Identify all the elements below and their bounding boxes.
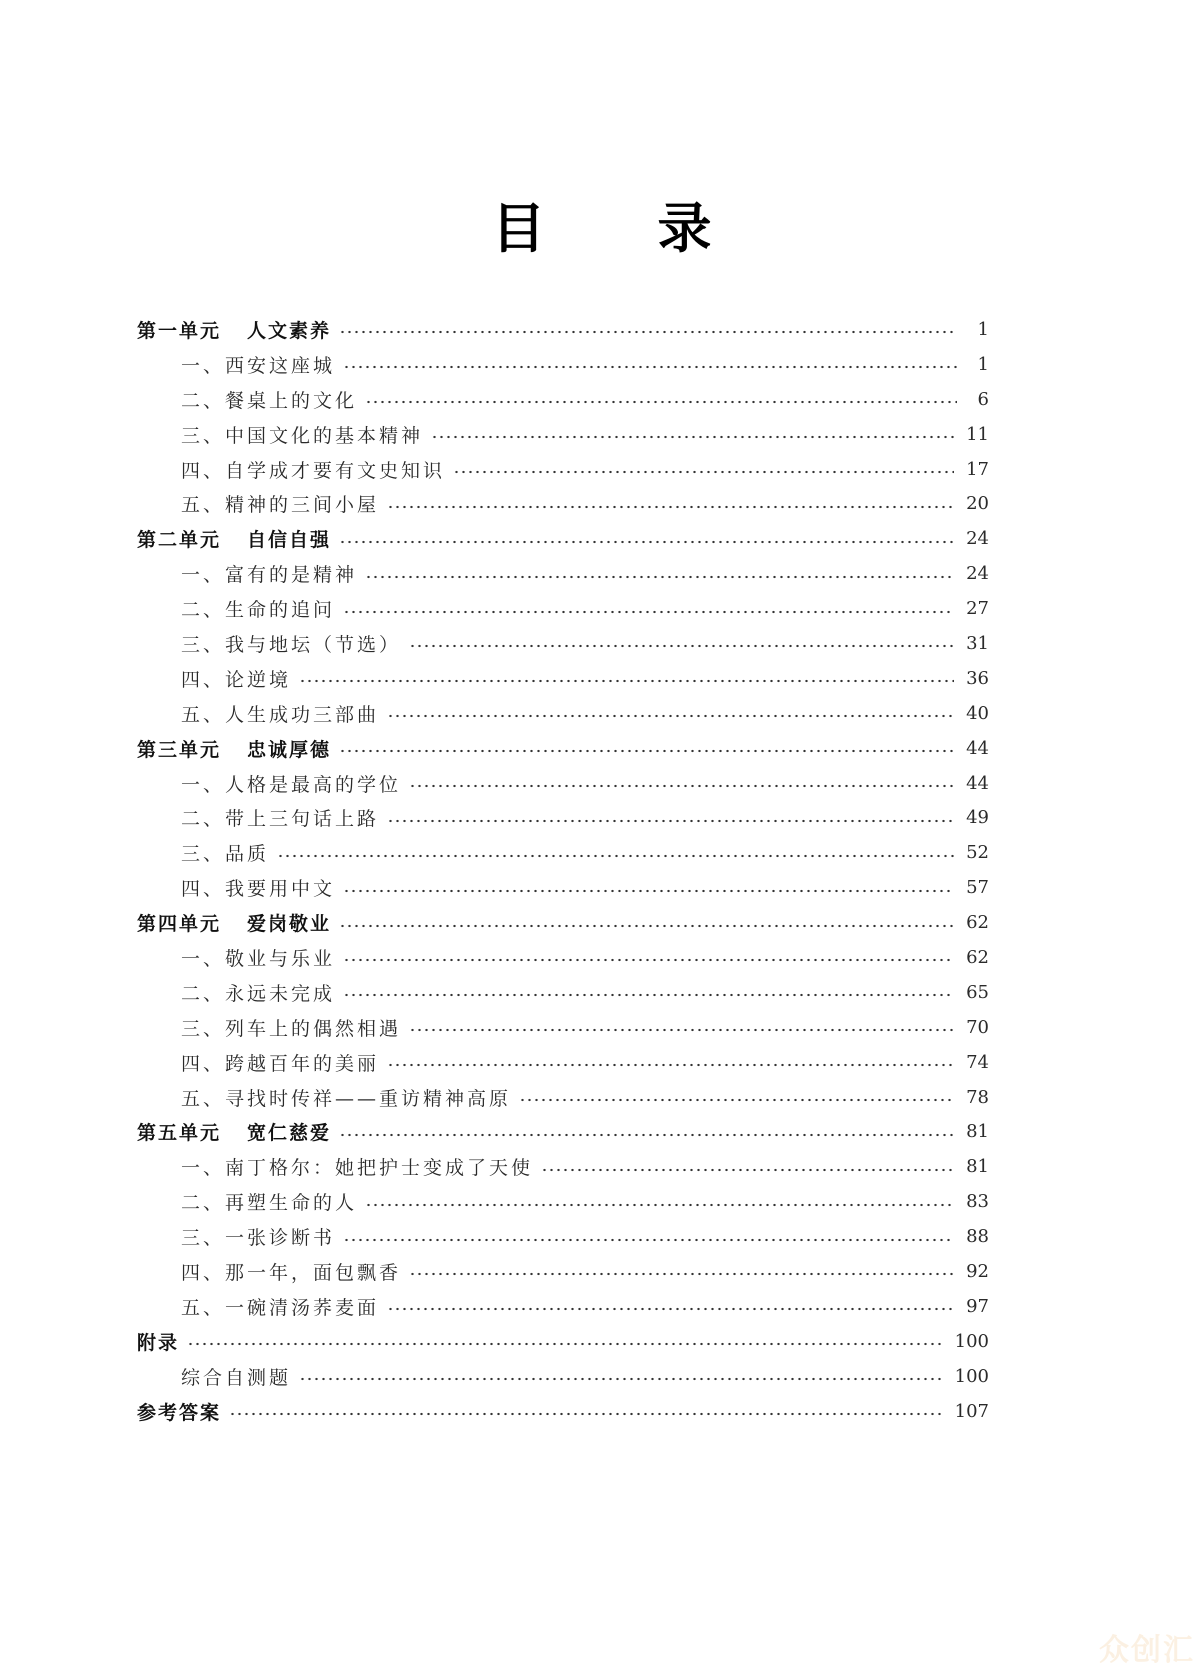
page-number: 97 (966, 1295, 989, 1317)
dot-leader (409, 644, 954, 648)
toc-entry[interactable] (137, 347, 989, 382)
dot-leader (277, 854, 954, 858)
page-number: 62 (966, 912, 989, 934)
page-number: 24 (966, 528, 989, 550)
toc-unit-2[interactable] (137, 521, 989, 556)
toc-entry-label: 四、论逆境 (181, 668, 292, 691)
dot-leader (339, 540, 954, 544)
dot-leader (339, 1133, 954, 1137)
toc-entry-label: 二、永远未完成 (181, 982, 336, 1005)
toc-entry[interactable] (137, 975, 989, 1010)
title-char-2: 录 (657, 196, 712, 260)
page-number: 57 (966, 877, 989, 899)
dot-leader (339, 924, 954, 928)
unit-title: 自信自强 (247, 529, 332, 552)
unit-number: 第五单元 (137, 1122, 222, 1145)
toc-entry[interactable] (137, 1219, 989, 1254)
toc-entry-label: 五、一碗清汤荞麦面 (181, 1296, 380, 1319)
dot-leader (299, 679, 954, 683)
dot-leader (387, 505, 954, 509)
unit-number: 第二单元 (137, 529, 222, 552)
dot-leader (387, 819, 954, 823)
toc-entry-label: 三、中国文化的基本精神 (181, 424, 424, 447)
dot-leader (343, 958, 954, 962)
toc-entry-label: 三、我与地坛（节选） (181, 633, 402, 656)
page-number: 52 (966, 842, 989, 864)
dot-leader (387, 714, 954, 718)
page-number: 44 (966, 772, 989, 794)
dot-leader (343, 993, 954, 997)
dot-leader (339, 330, 957, 334)
toc-entry[interactable] (137, 1080, 989, 1115)
toc-unit-3[interactable] (137, 731, 989, 766)
page-number: 40 (966, 702, 989, 724)
toc-entry[interactable] (137, 1010, 989, 1045)
unit-title: 宽仁慈爱 (247, 1122, 332, 1145)
toc-entry-label (137, 735, 331, 762)
dot-leader (387, 1063, 954, 1067)
toc-entry-label: 三、品质 (181, 843, 270, 866)
toc-entry[interactable] (137, 1149, 989, 1184)
toc-entry-label: 三、一张诊断书 (181, 1227, 336, 1250)
toc-entry[interactable] (137, 1045, 989, 1080)
dot-leader (343, 889, 954, 893)
page-number: 49 (966, 807, 989, 829)
dot-leader (339, 749, 954, 753)
toc-entry[interactable] (137, 835, 989, 870)
page-number: 107 (954, 1400, 989, 1422)
dot-leader (431, 435, 954, 439)
unit-number: 第一单元 (137, 319, 222, 342)
dot-leader (387, 1307, 954, 1311)
page-number: 62 (966, 946, 989, 968)
page-title (0, 196, 1203, 260)
toc-entry[interactable] (137, 870, 989, 905)
page-number: 20 (966, 493, 989, 515)
toc-entry[interactable] (137, 1254, 989, 1289)
page-number: 74 (966, 1051, 989, 1073)
dot-leader (187, 1342, 943, 1346)
page-number: 24 (966, 563, 989, 585)
toc-entry-label (137, 909, 331, 936)
toc-entry[interactable] (137, 1184, 989, 1219)
toc-entry[interactable] (137, 382, 989, 417)
dot-leader (229, 1412, 943, 1416)
watermark-logo: 众创汇 (1099, 1633, 1195, 1668)
page-number: 83 (966, 1191, 989, 1213)
unit-number: 第三单元 (137, 738, 222, 761)
toc-entry[interactable] (137, 486, 989, 521)
dot-leader (343, 365, 957, 369)
page-number: 100 (954, 1365, 989, 1387)
toc-entry[interactable] (137, 452, 989, 487)
toc-entry-label: 一、人格是最高的学位 (181, 773, 402, 796)
page-number: 81 (966, 1156, 989, 1178)
toc-entry-label: 参考答案 (137, 1401, 222, 1424)
page-number: 31 (966, 632, 989, 654)
toc-entry-label: 二、带上三句话上路 (181, 808, 380, 831)
page-number: 27 (966, 598, 989, 620)
toc-entry[interactable] (137, 800, 989, 835)
toc-entry[interactable] (137, 661, 989, 696)
page-number: 88 (966, 1226, 989, 1248)
table-of-contents (137, 312, 989, 1429)
dot-leader (541, 1168, 954, 1172)
toc-entry[interactable] (137, 591, 989, 626)
toc-entry[interactable] (137, 556, 989, 591)
toc-entry-label (137, 1118, 331, 1145)
page-number: 92 (966, 1260, 989, 1282)
dot-leader (299, 1377, 943, 1381)
title-char-1: 目 (491, 196, 546, 260)
toc-entry-label: 五、人生成功三部曲 (181, 703, 380, 726)
dot-leader (365, 575, 954, 579)
toc-appendix[interactable] (137, 1324, 989, 1359)
toc-entry-label: 附录 (137, 1331, 180, 1354)
toc-unit-1[interactable] (137, 312, 989, 347)
toc-entry-label (137, 525, 331, 552)
toc-entry-label: 二、生命的追问 (181, 599, 336, 622)
toc-entry-label: 一、敬业与乐业 (181, 947, 336, 970)
dot-leader (409, 1272, 954, 1276)
toc-entry-label: 五、寻找时传祥——重访精神高原 (181, 1087, 512, 1110)
toc-entry[interactable] (137, 766, 989, 801)
dot-leader (343, 1238, 954, 1242)
toc-entry[interactable] (137, 417, 989, 452)
page-number: 70 (966, 1016, 989, 1038)
toc-entry-label: 四、那一年，面包飘香 (181, 1261, 402, 1284)
toc-entry-label: 综合自测题 (181, 1366, 292, 1389)
page-number: 17 (966, 458, 989, 480)
toc-entry-label: 三、列车上的偶然相遇 (181, 1017, 402, 1040)
toc-entry-label: 二、再塑生命的人 (181, 1192, 358, 1215)
dot-leader (343, 610, 954, 614)
toc-entry[interactable] (137, 1359, 989, 1394)
page-number: 36 (966, 667, 989, 689)
toc-entry-label: 一、富有的是精神 (181, 564, 358, 587)
page-number: 44 (966, 737, 989, 759)
toc-entry-label: 四、自学成才要有文史知识 (181, 459, 446, 482)
page-number: 100 (954, 1330, 989, 1352)
toc-entry[interactable] (137, 696, 989, 731)
dot-leader (365, 1203, 954, 1207)
dot-leader (519, 1098, 954, 1102)
unit-number: 第四单元 (137, 913, 222, 936)
toc-entry-label: 一、西安这座城 (181, 354, 336, 377)
toc-entry-label (137, 316, 331, 343)
dot-leader (409, 784, 954, 788)
toc-answers[interactable] (137, 1394, 989, 1429)
page-number: 78 (966, 1086, 989, 1108)
page-number: 1 (977, 353, 989, 375)
dot-leader (453, 470, 954, 474)
toc-unit-5[interactable] (137, 1114, 989, 1149)
dot-leader (365, 400, 957, 404)
toc-entry-label: 二、餐桌上的文化 (181, 389, 358, 412)
dot-leader (409, 1028, 954, 1032)
toc-entry-label: 四、我要用中文 (181, 878, 336, 901)
unit-title: 人文素养 (247, 319, 332, 342)
page-number: 1 (977, 318, 989, 340)
unit-title: 爱岗敬业 (247, 913, 332, 936)
toc-entry[interactable] (137, 1289, 989, 1324)
toc-unit-4[interactable] (137, 905, 989, 940)
page-number: 81 (966, 1121, 989, 1143)
page-number: 65 (966, 981, 989, 1003)
page-number: 6 (977, 388, 989, 410)
toc-entry[interactable] (137, 940, 989, 975)
unit-title: 忠诚厚德 (247, 738, 332, 761)
page-number: 11 (966, 423, 989, 445)
toc-entry[interactable] (137, 626, 989, 661)
toc-entry-label: 四、跨越百年的美丽 (181, 1052, 380, 1075)
toc-entry-label: 五、精神的三间小屋 (181, 494, 380, 517)
toc-entry-label: 一、南丁格尔：她把护士变成了天使 (181, 1157, 534, 1180)
